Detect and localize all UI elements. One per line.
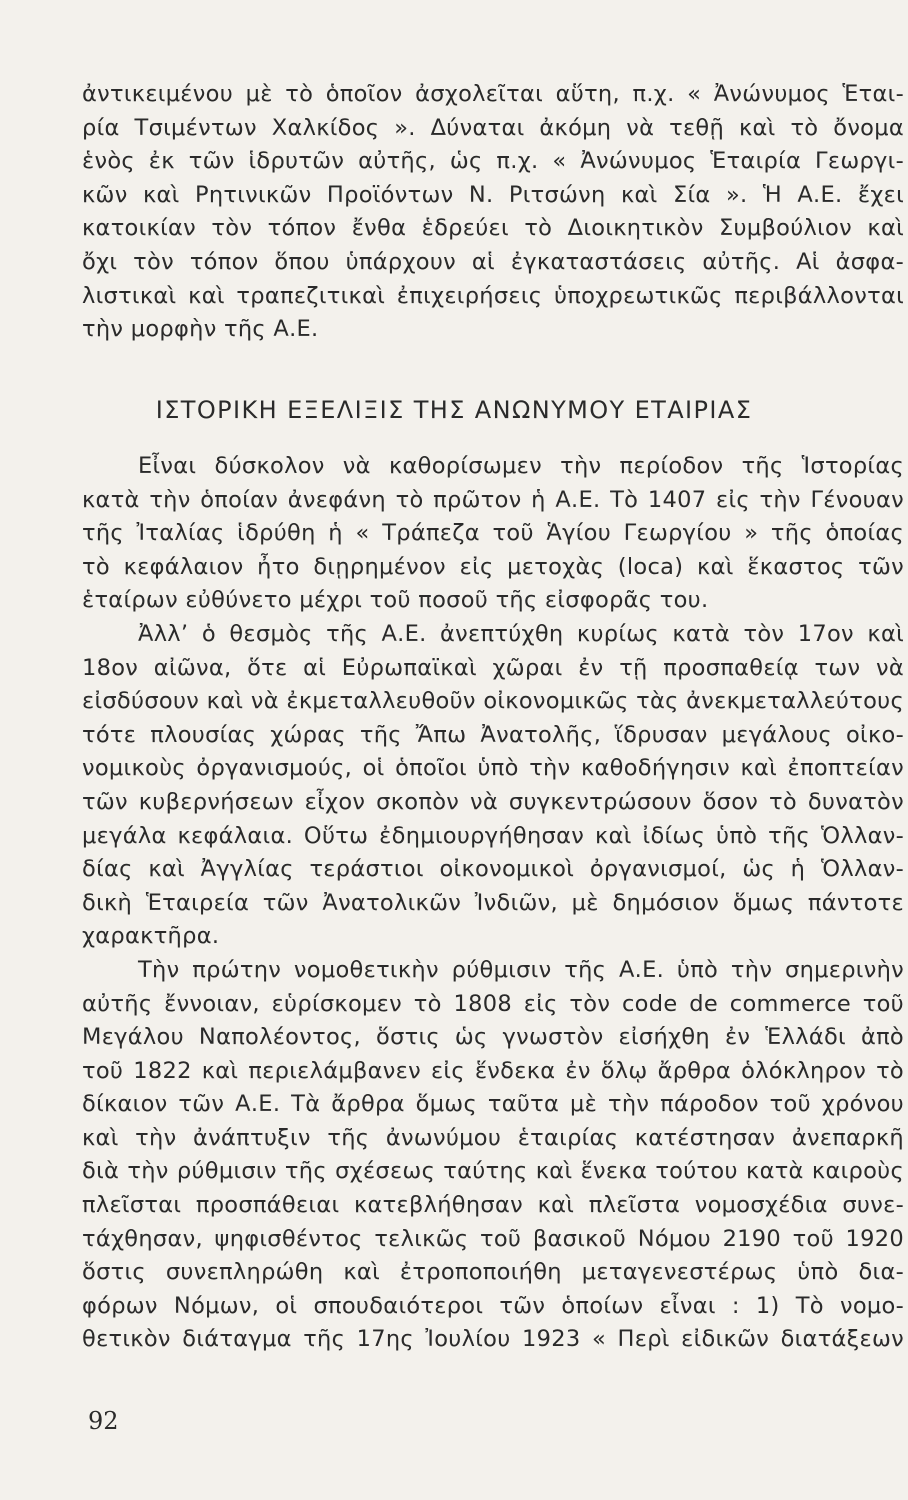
text-line: φόρων Νόμων, οἱ σπουδαιότεροι τῶν ὁποίων εἶναι : 1) Τὸ νομο-: [82, 1292, 904, 1319]
text-line: κατοικίαν τὸν τόπον ἔνθα ἑδρεύει τὸ Διοικητικὸν Συμβούλιον καὶ: [82, 215, 904, 242]
text-line: ἑνὸς ἐκ τῶν ἱδρυτῶν αὐτῆς, ὡς π.χ. « Ἀνώνυμος Ἑταιρία Γεωργι-: [82, 148, 904, 175]
text-line: καὶ τὴν ἀνάπτυξιν τῆς ἀνωνύμου ἑταιρίας κατέστησαν ἀνεπαρκῆ: [82, 1124, 904, 1151]
text-line: Τὴν πρώτην νομοθετικὴν ρύθμισιν τῆς Α.Ε. ὑπὸ τὴν σημερινὴν: [138, 956, 904, 983]
text-line: τότε πλουσίας χώρας τῆς Ἄπω Ἀνατολῆς, ἵδρυσαν μεγάλους οἰκο-: [82, 721, 904, 748]
text-line: τῆς Ἰταλίας ἱδρύθη ἡ « Τράπεζα τοῦ Ἁγίου Γεωργίου » τῆς ὁποίας: [82, 520, 904, 547]
text-line: Μεγάλου Ναπολέοντος, ὅστις ὡς γνωστὸν εἰσήχθη ἐν Ἑλλάδι ἀπὸ: [82, 1024, 904, 1051]
text-line: τὸ κεφάλαιον ἦτο διῃρημένον εἰς μετοχὰς (loca) καὶ ἕκαστος τῶν: [82, 553, 904, 580]
text-line: μεγάλα κεφάλαια. Οὕτω ἐδημιουργήθησαν καὶ ἰδίως ὑπὸ τῆς Ὁλλαν-: [82, 822, 904, 849]
text-line: δίκαιον τῶν Α.Ε. Τὰ ἄρθρα ὅμως ταῦτα μὲ τὴν πάροδον τοῦ χρόνου: [82, 1091, 904, 1118]
text-line: τοῦ 1822 καὶ περιελάμβανεν εἰς ἕνδεκα ἐν ὅλῳ ἄρθρα ὁλόκληρον τὸ: [82, 1057, 904, 1084]
text-line: εἰσδύσουν καὶ νὰ ἐκμεταλλευθοῦν οἰκονομικῶς τὰς ἀνεκμεταλλεύτους: [82, 688, 904, 715]
text-line: 18ον αἰῶνα, ὅτε αἱ Εὐρωπαϊκαὶ χῶραι ἐν τῇ προσπαθείᾳ των νὰ: [82, 654, 904, 681]
body-text: [82, 450, 904, 1357]
intro-paragraph: [82, 78, 904, 347]
text-line: τὴν μορφὴν τῆς Α.Ε.: [82, 316, 319, 343]
text-line: πλεῖσται προσπάθειαι κατεβλήθησαν καὶ πλεῖστα νομοσχέδια συνε-: [82, 1192, 904, 1219]
text-line: δικὴ Ἑταιρεία τῶν Ἀνατολικῶν Ἰνδιῶν, μὲ δημόσιον ὅμως πάντοτε: [82, 889, 904, 916]
text-line: ὄχι τὸν τόπον ὅπου ὑπάρχουν αἱ ἐγκαταστάσεις αὐτῆς. Αἱ ἀσφα-: [82, 248, 904, 275]
text-line: ἑταίρων εὐθύνετο μέχρι τοῦ ποσοῦ τῆς εἰσφορᾶς του.: [82, 587, 709, 614]
text-line: τῶν κυβερνήσεων εἶχον σκοπὸν νὰ συγκεντρώσουν ὅσον τὸ δυνατὸν: [82, 788, 904, 815]
text-line: διὰ τὴν ρύθμισιν τῆς σχέσεως ταύτης καὶ ἕνεκα τούτου κατὰ καιροὺς: [82, 1158, 904, 1185]
text-line: κατὰ τὴν ὁποίαν ἀνεφάνη τὸ πρῶτον ἡ Α.Ε. Τὸ 1407 εἰς τὴν Γένουαν: [82, 486, 904, 513]
text-line: τάχθησαν, ψηφισθέντος τελικῶς τοῦ βασικοῦ Νόμου 2190 τοῦ 1920: [82, 1225, 904, 1252]
text-line: ἀντικειμένου μὲ τὸ ὁποῖον ἀσχολεῖται αὕτη, π.χ. « Ἀνώνυμος Ἑται-: [82, 81, 904, 107]
text-line: κῶν καὶ Ρητινικῶν Προϊόντων Ν. Ριτσώνη καὶ Σία ». Ἡ Α.Ε. ἔχει: [82, 181, 904, 208]
page-number: 92: [88, 1407, 119, 1435]
text-line: δίας καὶ Ἀγγλίας τεράστιοι οἰκονομικοὶ ὀργανισμοί, ὡς ἡ Ὁλλαν-: [82, 856, 904, 883]
text-line: Ἀλλ’ ὁ θεσμὸς τῆς Α.Ε. ἀνεπτύχθη κυρίως κατὰ τὸν 17ον καὶ: [138, 620, 904, 647]
text-line: Εἶναι δύσκολον νὰ καθορίσωμεν τὴν περίοδον τῆς Ἱστορίας: [138, 453, 904, 479]
text-line: νομικοὺς ὀργανισμούς, οἱ ὁποῖοι ὑπὸ τὴν καθοδήγησιν καὶ ἐποπτείαν: [82, 755, 904, 782]
text-line: χαρακτῆρα.: [82, 923, 220, 950]
text-line: λιστικαὶ καὶ τραπεζιτικαὶ ἐπιχειρήσεις ὑποχρεωτικῶς περιβάλλονται: [82, 282, 904, 309]
text-line: ὅστις συνεπληρώθη καὶ ἐτροποποιήθη μεταγενεστέρως ὑπὸ δια-: [82, 1259, 904, 1286]
section-heading: ΙΣΤΟΡΙΚΗ ΕΞΕΛΙΞΙΣ ΤΗΣ ΑΝΩΝΥΜΟΥ ΕΤΑΙΡΙΑΣ: [155, 396, 753, 424]
text-line: ρία Τσιμέντων Χαλκίδος ». Δύναται ἀκόμη νὰ τεθῇ καὶ τὸ ὄνομα: [82, 114, 904, 141]
text-line: αὐτῆς ἔννοιαν, εὑρίσκομεν τὸ 1808 εἰς τὸν code de commerce τοῦ: [82, 990, 904, 1017]
text-line: θετικὸν διάταγμα τῆς 17ης Ἰουλίου 1923 « Περὶ εἰδικῶν διατάξεων: [82, 1326, 904, 1353]
